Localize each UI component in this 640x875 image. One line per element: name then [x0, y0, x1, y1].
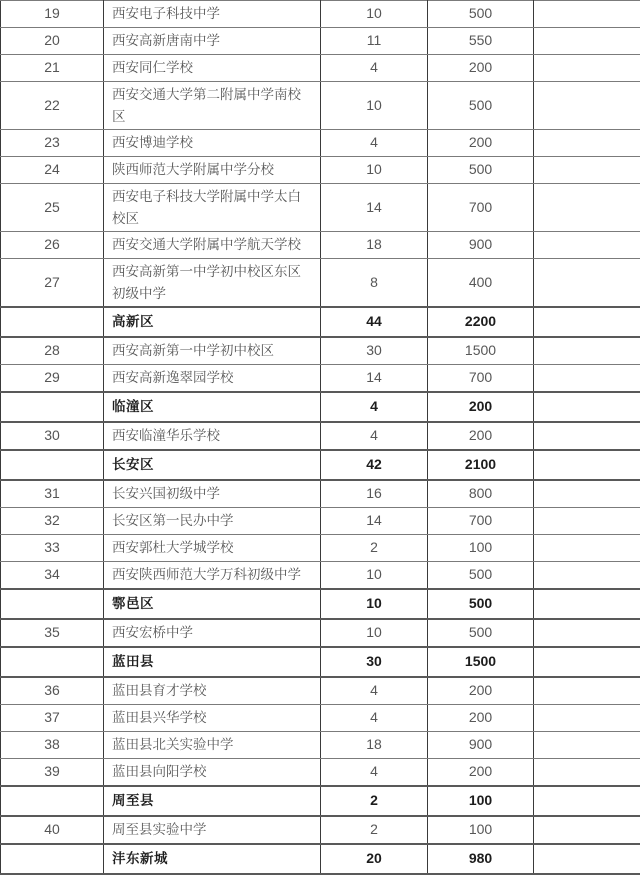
cell-row-index: 19 — [1, 1, 104, 28]
cell-class-count: 4 — [321, 677, 428, 705]
table-row — [1, 562, 640, 590]
cell-class-count: 10 — [321, 1, 428, 28]
cell-row-index: 31 — [1, 480, 104, 508]
table-row — [1, 705, 640, 732]
cell-school-name: 西安高新第一中学初中校区 — [104, 337, 321, 365]
cell-row-index: 33 — [1, 535, 104, 562]
cell-student-count: 200 — [428, 759, 534, 787]
cell-school-name: 长安区第一民办中学 — [104, 508, 321, 535]
cell-note — [534, 82, 640, 130]
cell-class-count: 2 — [321, 816, 428, 844]
cell-row-index — [1, 647, 104, 677]
table-row — [1, 232, 640, 259]
cell-note — [534, 422, 640, 450]
cell-student-count: 200 — [428, 677, 534, 705]
cell-class-count: 10 — [321, 562, 428, 590]
table-row — [1, 365, 640, 393]
cell-class-count: 2 — [321, 535, 428, 562]
cell-row-index: 20 — [1, 28, 104, 55]
cell-note — [534, 844, 640, 874]
cell-student-count: 500 — [428, 157, 534, 184]
cell-row-index: 23 — [1, 130, 104, 157]
cell-school-name: 临潼区 — [104, 392, 321, 422]
cell-student-count: 500 — [428, 589, 534, 619]
cell-student-count: 700 — [428, 508, 534, 535]
cell-note — [534, 480, 640, 508]
cell-student-count: 100 — [428, 816, 534, 844]
cell-class-count: 20 — [321, 844, 428, 874]
cell-note — [534, 1, 640, 28]
table-row — [1, 759, 640, 787]
cell-class-count: 4 — [321, 705, 428, 732]
cell-class-count: 30 — [321, 647, 428, 677]
cell-row-index: 35 — [1, 619, 104, 647]
cell-class-count: 42 — [321, 450, 428, 480]
cell-student-count: 2100 — [428, 450, 534, 480]
cell-note — [534, 130, 640, 157]
cell-note — [534, 184, 640, 232]
cell-student-count: 800 — [428, 480, 534, 508]
cell-row-index: 24 — [1, 157, 104, 184]
cell-class-count: 16 — [321, 480, 428, 508]
cell-row-index: 39 — [1, 759, 104, 787]
cell-row-index: 40 — [1, 816, 104, 844]
cell-note — [534, 259, 640, 308]
cell-school-name: 蓝田县向阳学校 — [104, 759, 321, 787]
cell-school-name: 西安交通大学附属中学航天学校 — [104, 232, 321, 259]
cell-class-count: 18 — [321, 232, 428, 259]
cell-student-count: 1500 — [428, 337, 534, 365]
table-row — [1, 337, 640, 365]
cell-row-index: 38 — [1, 732, 104, 759]
table-row — [1, 157, 640, 184]
cell-school-name: 周至县 — [104, 786, 321, 816]
table-row — [1, 508, 640, 535]
cell-student-count: 900 — [428, 232, 534, 259]
cell-class-count: 4 — [321, 422, 428, 450]
cell-student-count: 400 — [428, 259, 534, 308]
cell-class-count: 4 — [321, 392, 428, 422]
table-row — [1, 1, 640, 28]
cell-school-name: 陕西师范大学附属中学分校 — [104, 157, 321, 184]
cell-row-index: 37 — [1, 705, 104, 732]
table-row-group-summary — [1, 589, 640, 619]
cell-school-name: 蓝田县 — [104, 647, 321, 677]
cell-row-index: 27 — [1, 259, 104, 308]
cell-school-name: 长安区 — [104, 450, 321, 480]
cell-row-index: 32 — [1, 508, 104, 535]
cell-row-index — [1, 844, 104, 874]
table-row — [1, 184, 640, 232]
table-row — [1, 732, 640, 759]
cell-class-count: 4 — [321, 130, 428, 157]
table-row-group-summary — [1, 450, 640, 480]
cell-note — [534, 157, 640, 184]
cell-school-name: 西安交通大学第二附属中学南校区 — [104, 82, 321, 130]
cell-note — [534, 759, 640, 787]
cell-class-count: 10 — [321, 619, 428, 647]
cell-note — [534, 55, 640, 82]
cell-student-count: 550 — [428, 28, 534, 55]
cell-row-index: 29 — [1, 365, 104, 393]
cell-class-count: 2 — [321, 786, 428, 816]
cell-note — [534, 535, 640, 562]
cell-school-name: 沣东新城 — [104, 844, 321, 874]
cell-class-count: 14 — [321, 508, 428, 535]
cell-student-count: 980 — [428, 844, 534, 874]
cell-note — [534, 589, 640, 619]
cell-class-count: 14 — [321, 184, 428, 232]
table-row-group-summary — [1, 307, 640, 337]
cell-class-count: 44 — [321, 307, 428, 337]
cell-school-name: 西安临潼华乐学校 — [104, 422, 321, 450]
table-row — [1, 816, 640, 844]
cell-school-name: 西安电子科技中学 — [104, 1, 321, 28]
cell-note — [534, 677, 640, 705]
table-row — [1, 55, 640, 82]
cell-student-count: 500 — [428, 562, 534, 590]
cell-class-count: 10 — [321, 589, 428, 619]
table-row — [1, 82, 640, 130]
cell-school-name: 西安博迪学校 — [104, 130, 321, 157]
cell-student-count: 200 — [428, 392, 534, 422]
cell-class-count: 18 — [321, 732, 428, 759]
cell-school-name: 西安陕西师范大学万科初级中学 — [104, 562, 321, 590]
table-row — [1, 480, 640, 508]
table-row — [1, 259, 640, 308]
cell-student-count: 500 — [428, 619, 534, 647]
cell-note — [534, 307, 640, 337]
cell-row-index — [1, 392, 104, 422]
cell-class-count: 14 — [321, 365, 428, 393]
cell-note — [534, 337, 640, 365]
cell-note — [534, 450, 640, 480]
cell-school-name: 周至县实验中学 — [104, 816, 321, 844]
cell-student-count: 700 — [428, 184, 534, 232]
cell-school-name: 鄠邑区 — [104, 589, 321, 619]
table-row-group-summary — [1, 392, 640, 422]
cell-school-name: 长安兴国初级中学 — [104, 480, 321, 508]
table-body — [1, 1, 640, 875]
cell-note — [534, 508, 640, 535]
cell-row-index: 28 — [1, 337, 104, 365]
cell-student-count: 500 — [428, 1, 534, 28]
cell-note — [534, 732, 640, 759]
cell-student-count: 100 — [428, 535, 534, 562]
cell-school-name: 蓝田县北关实验中学 — [104, 732, 321, 759]
cell-student-count: 200 — [428, 705, 534, 732]
cell-row-index — [1, 307, 104, 337]
cell-school-name: 蓝田县兴华学校 — [104, 705, 321, 732]
cell-row-index — [1, 450, 104, 480]
cell-note — [534, 786, 640, 816]
cell-note — [534, 562, 640, 590]
table-row-group-summary — [1, 786, 640, 816]
table-row — [1, 535, 640, 562]
cell-school-name: 西安同仁学校 — [104, 55, 321, 82]
table-row — [1, 619, 640, 647]
cell-school-name: 西安电子科技大学附属中学太白校区 — [104, 184, 321, 232]
cell-note — [534, 365, 640, 393]
table-row — [1, 130, 640, 157]
cell-student-count: 100 — [428, 786, 534, 816]
cell-note — [534, 705, 640, 732]
cell-school-name: 西安高新唐南中学 — [104, 28, 321, 55]
table-row-group-summary — [1, 844, 640, 874]
cell-school-name: 蓝田县育才学校 — [104, 677, 321, 705]
table-row — [1, 28, 640, 55]
cell-student-count: 700 — [428, 365, 534, 393]
cell-school-name: 高新区 — [104, 307, 321, 337]
cell-class-count: 4 — [321, 759, 428, 787]
table-row — [1, 422, 640, 450]
cell-class-count: 4 — [321, 55, 428, 82]
cell-student-count: 200 — [428, 55, 534, 82]
cell-note — [534, 816, 640, 844]
cell-note — [534, 392, 640, 422]
cell-class-count: 10 — [321, 82, 428, 130]
cell-school-name: 西安高新逸翠园学校 — [104, 365, 321, 393]
cell-note — [534, 28, 640, 55]
cell-student-count: 1500 — [428, 647, 534, 677]
cell-row-index: 26 — [1, 232, 104, 259]
cell-school-name: 西安宏桥中学 — [104, 619, 321, 647]
cell-class-count: 8 — [321, 259, 428, 308]
cell-class-count: 11 — [321, 28, 428, 55]
cell-student-count: 900 — [428, 732, 534, 759]
cell-student-count: 200 — [428, 130, 534, 157]
cell-school-name: 西安郭杜大学城学校 — [104, 535, 321, 562]
cell-student-count: 200 — [428, 422, 534, 450]
cell-row-index — [1, 786, 104, 816]
cell-row-index: 21 — [1, 55, 104, 82]
cell-row-index: 36 — [1, 677, 104, 705]
cell-row-index: 22 — [1, 82, 104, 130]
cell-row-index — [1, 589, 104, 619]
cell-class-count: 30 — [321, 337, 428, 365]
cell-note — [534, 232, 640, 259]
cell-student-count: 2200 — [428, 307, 534, 337]
table-row-group-summary — [1, 647, 640, 677]
cell-note — [534, 647, 640, 677]
cell-note — [534, 619, 640, 647]
table-row — [1, 677, 640, 705]
cell-class-count: 10 — [321, 157, 428, 184]
cell-student-count: 500 — [428, 82, 534, 130]
cell-row-index: 30 — [1, 422, 104, 450]
cell-row-index: 34 — [1, 562, 104, 590]
cell-school-name: 西安高新第一中学初中校区东区初级中学 — [104, 259, 321, 308]
cell-row-index: 25 — [1, 184, 104, 232]
